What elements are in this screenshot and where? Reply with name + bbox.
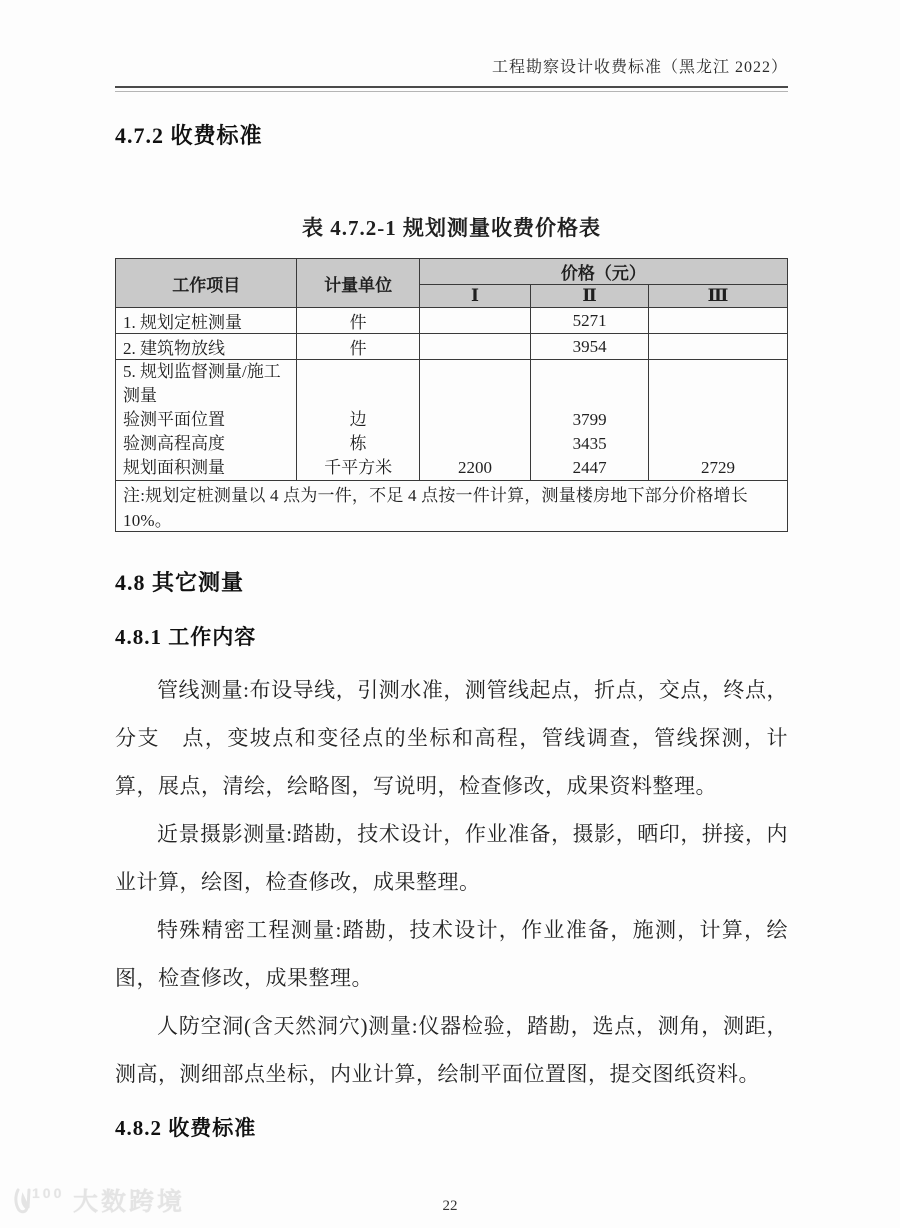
cell-item-group (116, 360, 297, 481)
group-price: 2729 (700, 458, 735, 477)
table-row (116, 308, 788, 334)
group-title: 5. 规划监督测量/施工测量 (123, 362, 281, 405)
svg-text:100: 100 (32, 1185, 65, 1201)
cell-price-2: 3954 (531, 334, 649, 360)
table-note: 注:规划定桩测量以 4 点为一件，不足 4 点按一件计算，测量楼房地下部分价格增长 10%。 (116, 481, 788, 532)
group-price (424, 432, 527, 456)
table-note-row (116, 481, 788, 532)
cell-item: 1. 规划定桩测量 (116, 308, 297, 334)
section-heading-4-8: 4.8 其它测量 (115, 570, 245, 595)
paragraph-special-precision-survey: 特殊精密工程测量:踏勘，技术设计，作业准备，施测，计算，绘图，检查修改，成果整理。 (115, 918, 788, 990)
col-header-grade-2: Ⅱ (531, 285, 649, 308)
table-header-row-1 (116, 259, 788, 285)
group-sub-item: 规划面积测量 (123, 458, 225, 477)
cell-price-2: 5271 (531, 308, 649, 334)
group-sub-item: 验测平面位置 (123, 410, 225, 429)
group-price (653, 408, 783, 432)
cell-unit: 件 (297, 308, 419, 334)
paragraph-close-range-photogrammetry: 近景摄影测量:踏勘，技术设计，作业准备，摄影，晒印，拼接，内业计算，绘图，检查修改，成果整理。 (115, 822, 788, 894)
group-price (653, 432, 783, 456)
header-rule (115, 86, 788, 92)
section-heading-4-8-1: 4.8.1 工作内容 (115, 625, 257, 649)
cell-price-3 (648, 308, 787, 334)
fee-table (115, 258, 788, 532)
watermark-logo-icon (14, 1184, 66, 1216)
cell-price-3-group (648, 360, 787, 481)
cell-price-1-group (419, 360, 531, 481)
section-heading-4-7-2: 4.7.2 收费标准 (115, 123, 263, 148)
col-header-grade-3: Ⅲ (648, 285, 787, 308)
cell-unit: 件 (297, 334, 419, 360)
paragraph-air-raid-shelter-survey: 人防空洞(含天然洞穴)测量:仪器检验，踏勘，选点，测角，测距，测高，测细部点坐标，内业计算，绘制平面位置图，提交图纸资料。 (115, 1014, 788, 1086)
page-number: 22 (442, 1198, 458, 1214)
table-caption: 表 4.7.2-1 规划测量收费价格表 (302, 216, 601, 240)
group-unit: 边 (349, 410, 367, 429)
cell-price-1 (419, 308, 531, 334)
body-text (115, 666, 788, 1098)
table-row-group-5 (116, 360, 788, 481)
group-price: 3435 (572, 434, 607, 453)
cell-item: 2. 建筑物放线 (116, 334, 297, 360)
table-row (116, 334, 788, 360)
paragraph-pipeline-survey: 管线测量:布设导线，引测水准，测管线起点，折点，交点，终点，分支 点，变坡点和变径点的坐标和高程，管线调查，管线探测，计算，展点，清绘，绘略图，写说明，检查修改，成果资料整理。 (115, 678, 788, 798)
group-unit: 千平方米 (324, 458, 393, 477)
col-header-item: 工作项目 (116, 259, 297, 308)
section-heading-4-8-2: 4.8.2 收费标准 (115, 1116, 257, 1140)
group-price: 3799 (572, 410, 607, 429)
group-price: 2200 (458, 458, 492, 477)
cell-price-3 (648, 334, 787, 360)
running-header: 工程勘察设计收费标准（黑龙江 2022） (491, 59, 788, 76)
group-price: 2447 (572, 458, 607, 477)
group-unit: 栋 (349, 434, 367, 453)
col-header-unit: 计量单位 (297, 259, 419, 308)
watermark (14, 1182, 185, 1218)
col-header-grade-1: Ⅰ (419, 285, 531, 308)
cell-unit-group (297, 360, 419, 481)
group-price (424, 408, 527, 432)
watermark-text: 大数跨境 (73, 1188, 186, 1216)
col-header-price-group: 价格（元） (419, 259, 787, 285)
cell-price-2-group (531, 360, 649, 481)
group-sub-item: 验测高程高度 (123, 434, 225, 453)
cell-price-1 (419, 334, 531, 360)
